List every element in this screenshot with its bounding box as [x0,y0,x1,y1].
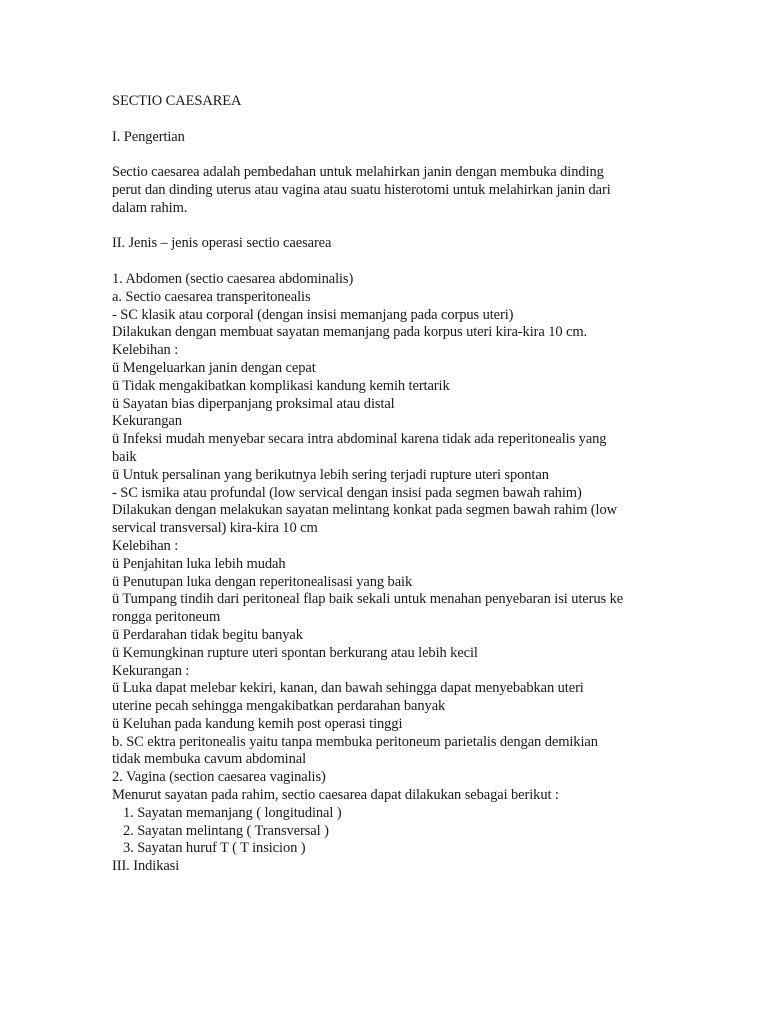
body-line: ü Luka dapat melebar kekiri, kanan, dan bawah sehingga dapat menyebabkan uteri [112,680,584,697]
body-line: Kelebihan : [112,342,179,359]
body-line: ü Tumpang tindih dari peritoneal flap baik sekali untuk menahan penyebaran isi uterus ke [112,591,624,608]
body-line: - SC ismika atau profundal (low servical dengan insisi pada segmen bawah rahim) [112,484,582,501]
body-line: ü Kemungkinan rupture uteri spontan berkurang atau lebih kecil [112,644,478,661]
body-line: - SC klasik atau corporal (dengan insisi memanjang pada corpus uteri) [112,306,514,323]
body-line: ü Keluhan pada kandung kemih post operasi tinggi [112,715,403,732]
list-item: 1. Sayatan memanjang ( longitudinal ) [123,804,342,821]
body-line: Dilakukan dengan membuat sayatan memanjang pada korpus uteri kira-kira 10 cm. [112,324,588,341]
body-line: Kekurangan [112,413,182,430]
document-title: SECTIO CAESAREA [112,93,242,109]
paragraph-line: perut dan dinding uterus atau vagina atau suatu histerotomi untuk melahirkan janin dari [112,181,611,198]
body-line: Menurut sayatan pada rahim, sectio caesarea dapat dilakukan sebagai berikut : [112,787,559,804]
spacer [112,218,712,236]
body-text [112,271,712,805]
body-line: ü Untuk persalinan yang berikutnya lebih sering terjadi rupture uteri spontan [112,466,549,483]
document-content [112,93,712,876]
body-line: 2. Vagina (section caesarea vaginalis) [112,769,326,786]
spacer [112,111,712,129]
body-line: b. SC ektra peritonealis yaitu tanpa membuka peritoneum parietalis dengan demikian [112,733,598,750]
section-heading-indikasi: III. Indikasi [112,858,180,875]
body-line: a. Sectio caesarea transperitonealis [112,288,311,305]
body-line: 1. Abdomen (sectio caesarea abdominalis) [112,270,354,287]
body-line: Dilakukan dengan melakukan sayatan melintang konkat pada segmen bawah rahim (low [112,502,617,519]
list-item: 3. Sayatan huruf T ( T insicion ) [123,840,306,857]
body-line: rongga peritoneum [112,609,221,626]
section-heading-jenis: II. Jenis – jenis operasi sectio caesarea [112,235,332,252]
body-line: ü Penutupan luka dengan reperitonealisasi yang baik [112,573,413,590]
paragraph-line: Sectio caesarea adalah pembedahan untuk melahirkan janin dengan membuka dinding [112,164,604,181]
spacer [112,146,712,164]
body-line: ü Tidak mengakibatkan komplikasi kandung kemih tertarik [112,377,450,394]
body-line: servical transversal) kira-kira 10 cm [112,520,318,537]
body-line: ü Infeksi mudah menyebar secara intra abdominal karena tidak ada reperitonealis yang [112,431,607,448]
body-line: ü Penjahitan luka lebih mudah [112,555,286,572]
body-line: baik [112,448,137,465]
section-heading-pengertian: I. Pengertian [112,128,185,145]
incision-list [112,805,712,858]
body-line: Kelebihan : [112,537,179,554]
list-item: 2. Sayatan melintang ( Transversal ) [123,822,329,839]
body-line: tidak membuka cavum abdominal [112,751,307,768]
body-line: ü Mengeluarkan janin dengan cepat [112,359,316,376]
body-line: ü Perdarahan tidak begitu banyak [112,626,303,643]
definition-paragraph [112,164,712,217]
paragraph-line: dalam rahim. [112,199,188,216]
body-line: uterine pecah sehingga mengakibatkan perdarahan banyak [112,698,446,715]
body-line: ü Sayatan bias diperpanjang proksimal atau distal [112,395,395,412]
body-line: Kekurangan : [112,662,190,679]
spacer [112,253,712,271]
